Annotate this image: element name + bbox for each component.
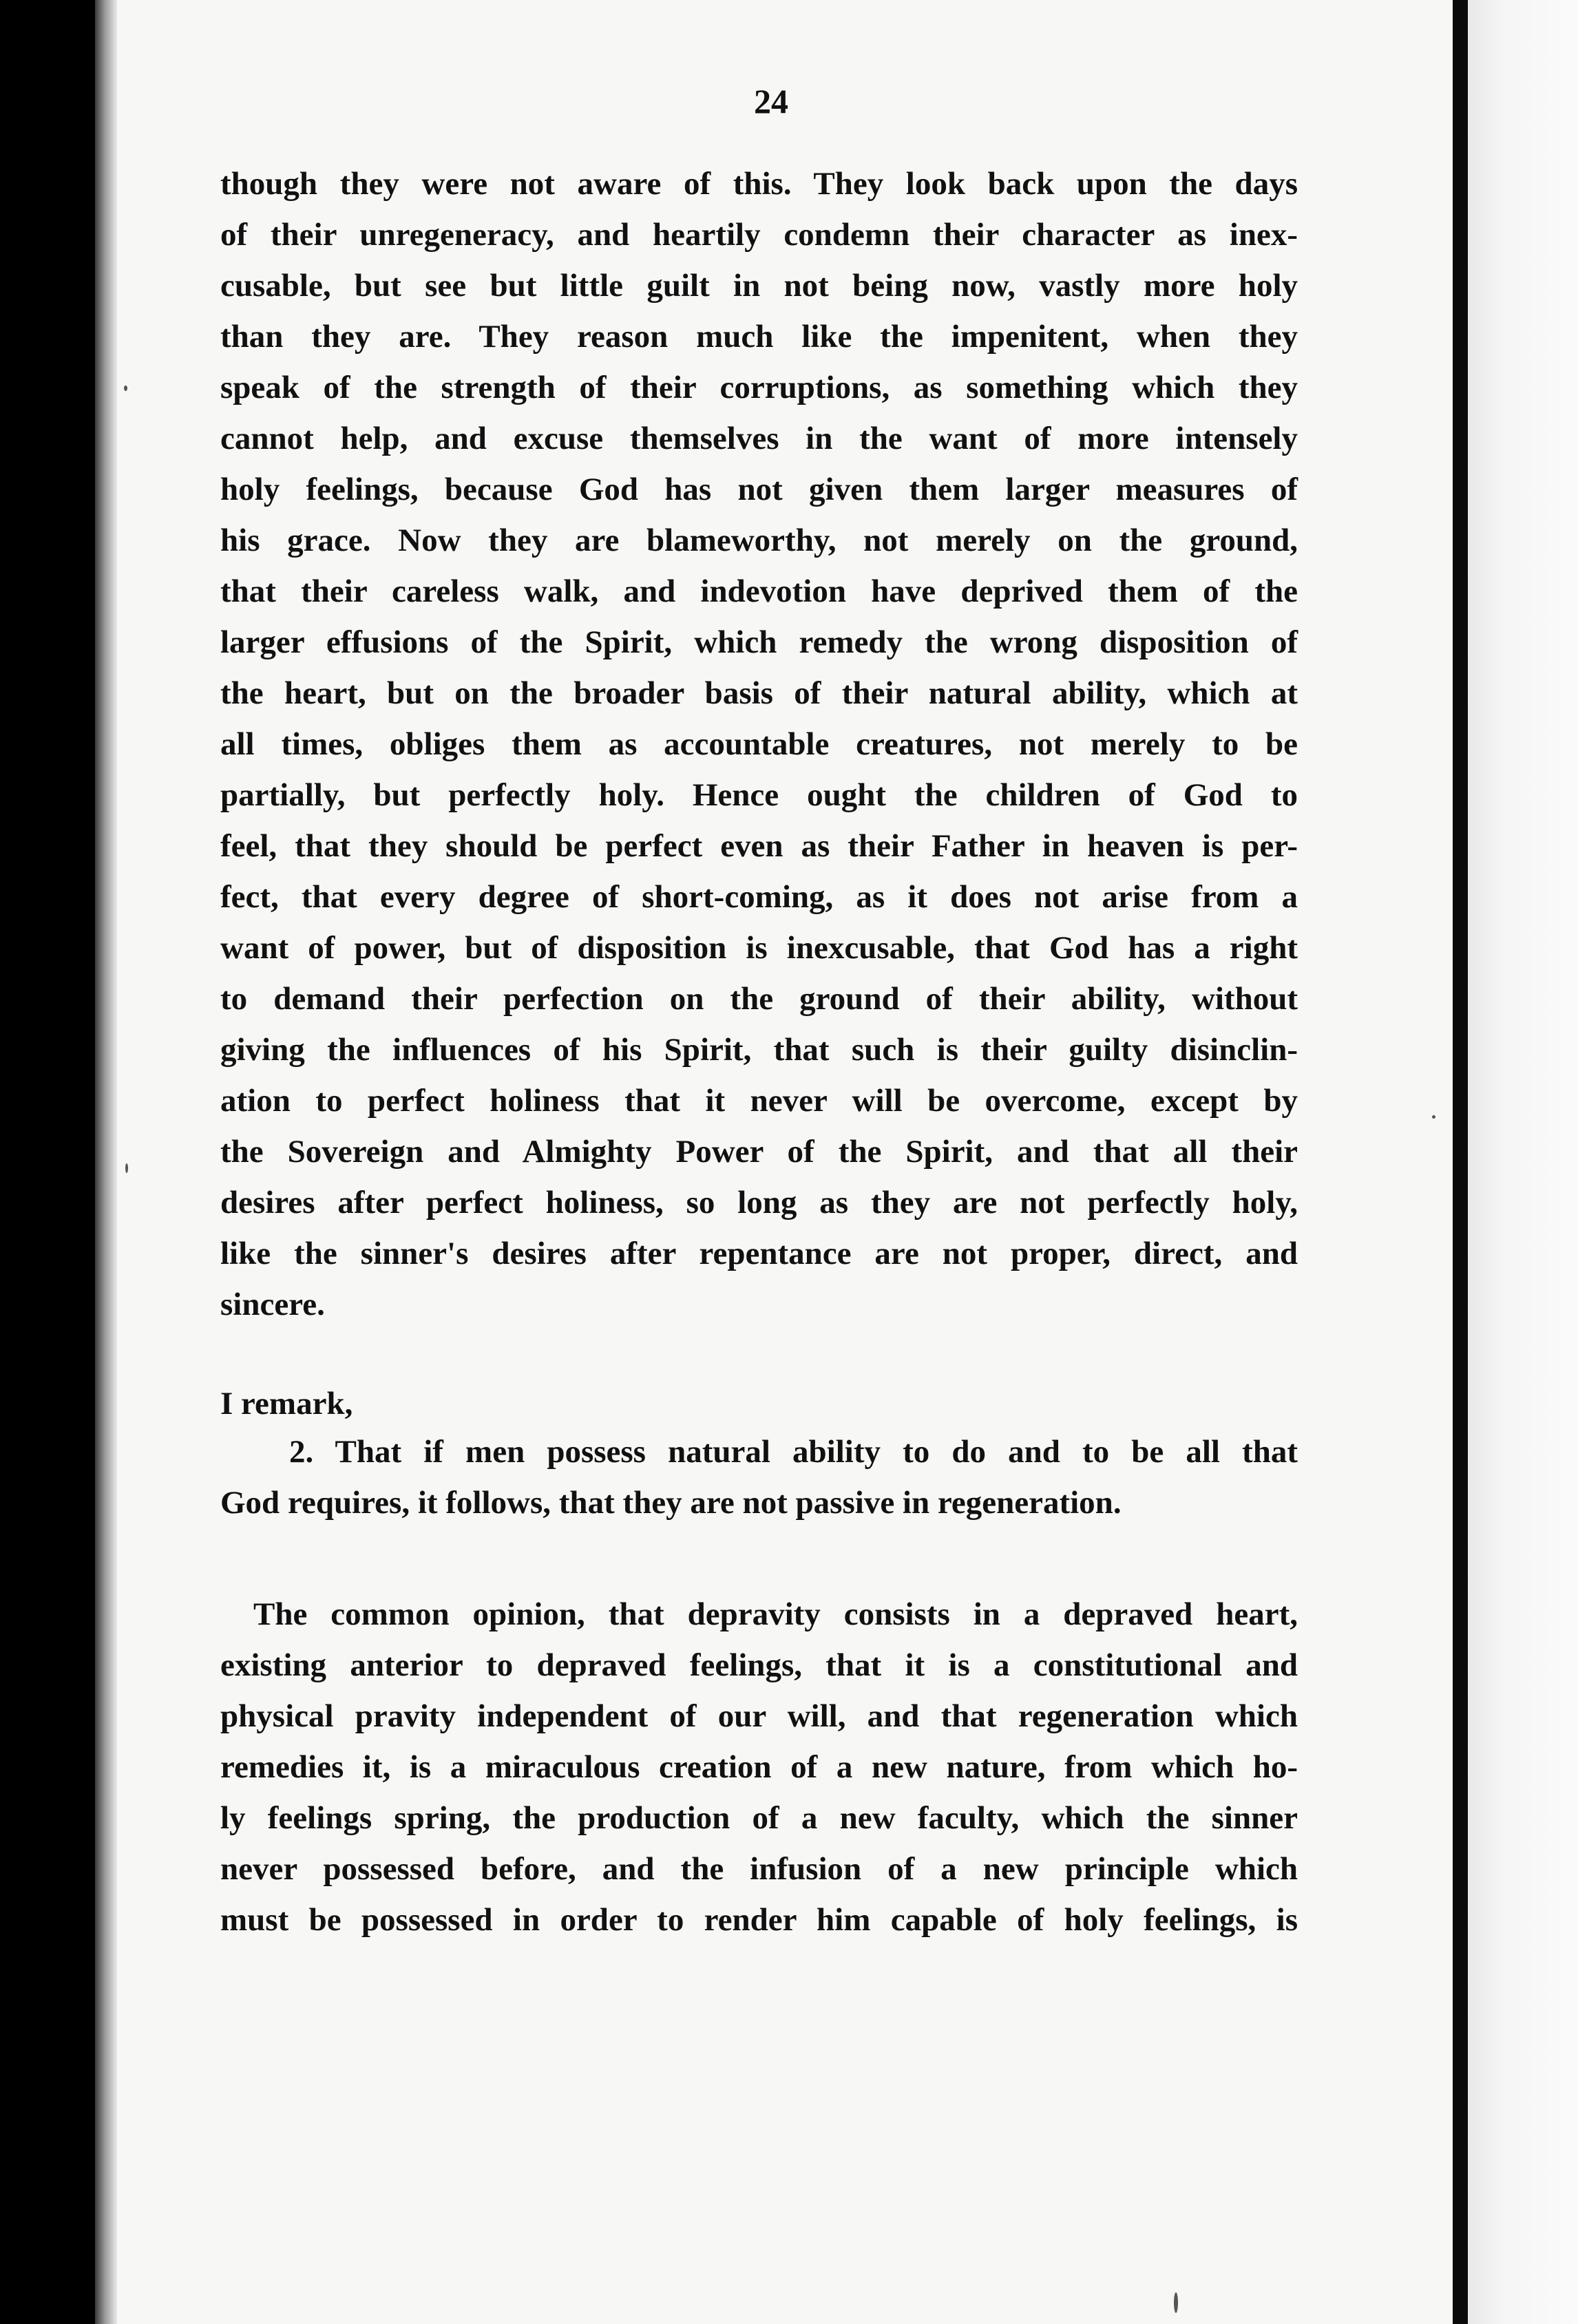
scan-speck	[1432, 1115, 1435, 1119]
paragraph-4	[220, 1589, 1298, 1945]
text-line: ation to perfect holiness that it never will be overcome, except by	[220, 1083, 1298, 1119]
text-line: the Sovereign and Almighty Power of the Spirit, and that all their	[220, 1134, 1298, 1170]
paragraph-3	[220, 1426, 1298, 1528]
text-line: God requires, it follows, that they are not passive in regeneration.	[220, 1485, 1122, 1521]
text-line: holy feelings, because God has not given them larger measures of	[220, 472, 1298, 507]
page-number: 24	[754, 82, 788, 120]
text-line: never possessed before, and the infusion of a new principle which	[220, 1851, 1298, 1887]
text-line: ly feelings spring, the production of a new faculty, which the sinner	[220, 1800, 1298, 1836]
text-line: existing anterior to depraved feelings, that it is a constitutional and	[220, 1647, 1298, 1683]
text-line: cusable, but see but little guilt in not being now, vastly more holy	[220, 268, 1298, 304]
text-line: like the sinner's desires after repentance are not proper, direct, and	[220, 1236, 1298, 1271]
paragraph-2	[220, 1378, 1298, 1429]
text-line: his grace. Now they are blameworthy, not merely on the ground,	[220, 522, 1298, 558]
facing-page-edge	[1468, 0, 1578, 2324]
text-line: cannot help, and excuse themselves in the want of more intensely	[220, 421, 1298, 456]
scan-speck	[124, 385, 127, 391]
text-line: all times, obliges them as accountable creatures, not merely to be	[220, 726, 1298, 762]
scan-speck	[125, 1163, 128, 1173]
text-line: want of power, but of disposition is inexcusable, that God has a right	[220, 930, 1298, 966]
text-line: feel, that they should be perfect even as their Father in heaven is per-	[220, 828, 1298, 864]
text-line: partially, but perfectly holy. Hence ought the children of God to	[220, 777, 1298, 813]
text-line: that their careless walk, and indevotion have deprived them of the	[220, 573, 1298, 609]
paragraph-1	[220, 158, 1298, 1330]
text-line: desires after perfect holiness, so long as they are not perfectly holy,	[220, 1185, 1298, 1221]
text-line: the heart, but on the broader basis of their natural ability, which at	[220, 675, 1298, 711]
page-binding-edge	[95, 0, 120, 2324]
page-gutter	[1453, 0, 1468, 2324]
text-line: to demand their perfection on the ground of their ability, without	[220, 981, 1298, 1017]
text-line: sincere.	[220, 1287, 325, 1322]
text-line: giving the influences of his Spirit, that such is their guilty disinclin-	[220, 1032, 1298, 1068]
text-line: 2. That if men possess natural ability to do and to be all that	[289, 1434, 1298, 1470]
text-line: fect, that every degree of short-coming, as it does not arise from a	[220, 879, 1298, 915]
text-line: remedies it, is a miraculous creation of a new nature, from which ho-	[220, 1749, 1298, 1785]
text-line: The common opinion, that depravity consists in a depraved heart,	[253, 1596, 1298, 1632]
body-text	[220, 158, 1298, 1945]
scan-speck	[1174, 2292, 1178, 2313]
text-line: though they were not aware of this. They look back upon the days	[220, 166, 1298, 202]
text-line: I remark,	[220, 1386, 353, 1422]
text-line: must be possessed in order to render him capable of holy feelings, is	[220, 1902, 1298, 1938]
paragraph-gap	[220, 1528, 1298, 1589]
text-line: of their unregeneracy, and heartily condemn their character as inex-	[220, 217, 1298, 253]
text-line: speak of the strength of their corruptions, as something which they	[220, 370, 1298, 405]
text-line: than they are. They reason much like the impenitent, when they	[220, 319, 1298, 355]
text-line: larger effusions of the Spirit, which remedy the wrong disposition of	[220, 624, 1298, 660]
text-line: physical pravity independent of our will, and that regeneration which	[220, 1698, 1298, 1734]
paragraph-gap	[220, 1330, 1298, 1378]
